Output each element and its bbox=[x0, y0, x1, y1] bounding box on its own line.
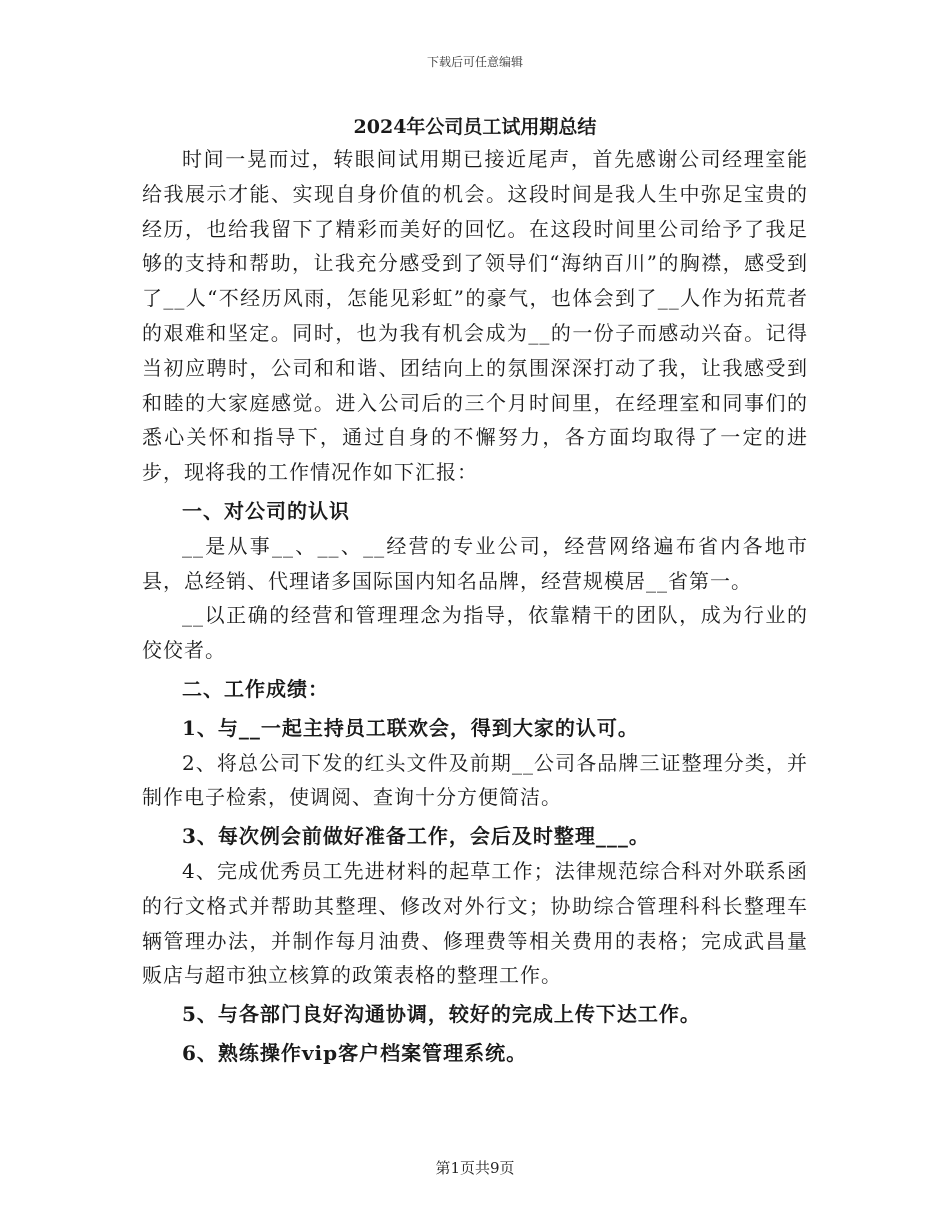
document-title: 2024年公司员工试用期总结 bbox=[353, 116, 597, 138]
company-paragraph-1: __是从事__、__、__经营的专业公司，经营网络遍布省内各地市县，总经销、代理诸多国际国内知名品牌，经营规模居__省第一。 bbox=[142, 533, 808, 593]
achievement-item-4: 4、完成优秀员工先进材料的起草工作；法律规范综合科对外联系函的行文格式并帮助其整理、修改对外行文；协助综合管理科科长整理车辆管理办法，并制作每月油费、修理费等相关费用的表格；完成武昌量贩店与超市独立核算的政策表格的整理工作。 bbox=[142, 858, 808, 988]
achievement-item-3: 3、每次例会前做好准备工作，会后及时整理___。 bbox=[182, 824, 650, 849]
header-note: 下载后可任意编辑 bbox=[426, 55, 523, 69]
document-body bbox=[142, 112, 808, 1071]
company-paragraph-2: __以正确的经营和管理理念为指导，依靠精干的团队，成为行业的佼佼者。 bbox=[142, 603, 808, 663]
intro-paragraph: 时间一晃而过，转眼间试用期已接近尾声，首先感谢公司经理室能给我展示才能、实现自身价值的机会。这段时间是我人生中弥足宝贵的经历，也给我留下了精彩而美好的回忆。在这段时间里公司给予了我足够的支持和帮助，让我充分感受到了领导们“海纳百川”的胸襟，感受到了__人“不经历风雨，怎能见彩虹”的豪气，也体会到了__人作为拓荒者的艰难和坚定。同时，也为我有机会成为__的一份子而感动兴奋。记得当初应聘时，公司和和谐、团结向上的氛围深深打动了我，让我感受到和睦的大家庭感觉。进入公司后的三个月时间里，在经理室和同事们的悉心关怀和指导下，通过自身的不懈努力，各方面均取得了一定的进步，现将我的工作情况作如下汇报： bbox=[142, 147, 808, 485]
section-heading-company: 一、对公司的认识 bbox=[182, 498, 350, 523]
achievement-item-5: 5、与各部门良好沟通协调，较好的完成上传下达工作。 bbox=[182, 1002, 701, 1027]
achievement-item-6: 6、熟练操作vip客户档案管理系统。 bbox=[182, 1040, 528, 1065]
section-heading-achievements: 二、工作成绩： bbox=[182, 676, 329, 701]
achievement-item-2: 2、将总公司下发的红头文件及前期__公司各品牌三证整理分类，并制作电子检索，使调阅、查询十分方便简洁。 bbox=[142, 750, 808, 810]
achievement-item-1: 1、与__一起主持员工联欢会，得到大家的认可。 bbox=[182, 715, 639, 740]
page-number: 第1页共9页 bbox=[435, 1159, 515, 1177]
